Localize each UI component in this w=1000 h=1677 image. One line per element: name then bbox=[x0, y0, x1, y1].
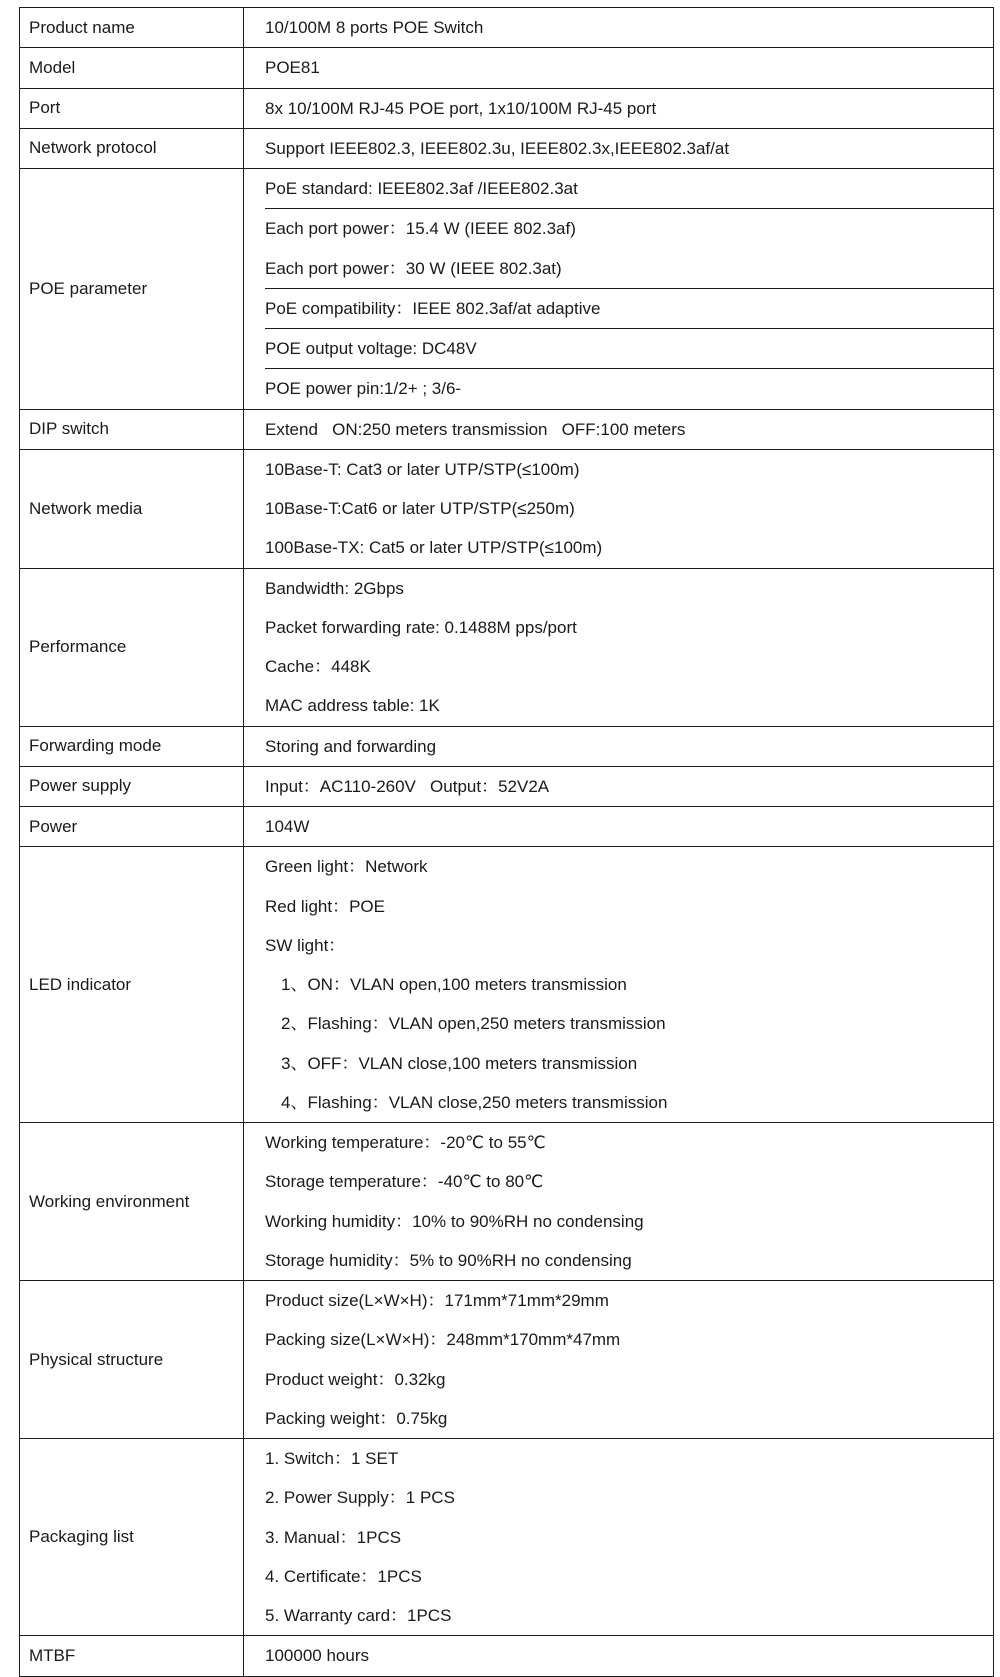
spec-row bbox=[20, 807, 994, 847]
spec-value bbox=[244, 169, 994, 410]
spec-value-line: 104W bbox=[265, 817, 310, 836]
spec-value-line: POE power pin:1/2+ ; 3/6- bbox=[265, 368, 993, 408]
spec-label: Performance bbox=[20, 568, 244, 726]
spec-value-line: Storage humidity：5% to 90%RH no condensing bbox=[265, 1250, 632, 1270]
spec-table-body bbox=[20, 8, 994, 1677]
spec-value bbox=[244, 48, 994, 88]
spec-value bbox=[244, 726, 994, 766]
spec-value-line: Packing size(L×W×H)：248mm*170mm*47mm bbox=[265, 1330, 621, 1350]
spec-value-line: Working temperature：-20℃ to 55℃ bbox=[265, 1133, 546, 1152]
spec-value-line: 5. Warranty card：1PCS bbox=[265, 1606, 452, 1625]
spec-row bbox=[20, 48, 994, 88]
spec-value bbox=[244, 1439, 994, 1636]
spec-table bbox=[19, 7, 994, 1677]
spec-label: Product name bbox=[20, 8, 244, 48]
spec-value bbox=[244, 1281, 994, 1439]
spec-row bbox=[20, 88, 994, 128]
spec-value bbox=[244, 1123, 994, 1281]
spec-label: LED indicator bbox=[20, 847, 244, 1123]
spec-label: Working environment bbox=[20, 1123, 244, 1281]
spec-value bbox=[244, 128, 994, 168]
spec-value-line: Extend ON:250 meters transmission OFF:100 meters bbox=[265, 419, 686, 439]
spec-label: Power bbox=[20, 807, 244, 847]
spec-value bbox=[244, 88, 994, 128]
spec-value bbox=[244, 449, 994, 568]
spec-value-line: Working humidity：10% to 90%RH no condensing bbox=[265, 1211, 644, 1231]
spec-value-line: Storage temperature：-40℃ to 80℃ bbox=[265, 1172, 544, 1192]
spec-value-line: Product size(L×W×H)：171mm*71mm*29mm bbox=[265, 1291, 609, 1310]
spec-value-line: 3. Manual：1PCS bbox=[265, 1527, 402, 1547]
spec-row bbox=[20, 1123, 994, 1281]
spec-value-line: PoE standard: IEEE802.3af /IEEE802.3at bbox=[265, 179, 578, 198]
spec-label: Physical structure bbox=[20, 1281, 244, 1439]
spec-row bbox=[20, 766, 994, 806]
spec-value-line: Red light：POE bbox=[265, 896, 385, 916]
spec-value-line: 3、OFF：VLAN close,100 meters transmission bbox=[281, 1053, 638, 1073]
spec-label: Network media bbox=[20, 449, 244, 568]
spec-label: DIP switch bbox=[20, 409, 244, 449]
spec-value-line: 100Base-TX: Cat5 or later UTP/STP(≤100m) bbox=[265, 538, 603, 558]
spec-value-line: 1、ON：VLAN open,100 meters transmission bbox=[281, 975, 627, 994]
spec-value-line: Storing and forwarding bbox=[265, 736, 437, 756]
spec-value bbox=[244, 1636, 994, 1676]
spec-value-line: Bandwidth: 2Gbps bbox=[265, 578, 404, 598]
spec-value-line: 2、Flashing：VLAN open,250 meters transmission bbox=[281, 1014, 666, 1034]
spec-row bbox=[20, 449, 994, 568]
spec-value-line: 2. Power Supply：1 PCS bbox=[265, 1488, 455, 1508]
spec-value-line: POE81 bbox=[265, 58, 320, 78]
spec-value-line: PoE compatibility：IEEE 802.3af/at adaptive bbox=[265, 288, 993, 328]
spec-value-line: 8x 10/100M RJ-45 POE port, 1x10/100M RJ-45 port bbox=[265, 98, 657, 118]
spec-value-line: Each port power：15.4 W (IEEE 802.3af) bbox=[265, 208, 993, 248]
spec-label: Network protocol bbox=[20, 128, 244, 168]
spec-value bbox=[244, 766, 994, 806]
spec-value-line: POE output voltage: DC48V bbox=[265, 328, 993, 368]
spec-row bbox=[20, 8, 994, 48]
spec-value-line: Cache：448K bbox=[265, 657, 371, 676]
spec-value-line: Packet forwarding rate: 0.1488M pps/port bbox=[265, 617, 577, 637]
spec-value-line: Support IEEE802.3, IEEE802.3u, IEEE802.3x,IEEE802.3af/at bbox=[265, 138, 730, 158]
spec-row bbox=[20, 1439, 994, 1636]
spec-label: Model bbox=[20, 48, 244, 88]
spec-label: MTBF bbox=[20, 1636, 244, 1676]
spec-row bbox=[20, 847, 994, 1123]
spec-value-line: 10/100M 8 ports POE Switch bbox=[265, 18, 484, 37]
spec-label: Power supply bbox=[20, 766, 244, 806]
spec-row bbox=[20, 568, 994, 726]
spec-value-line: Green light：Network bbox=[265, 857, 428, 877]
spec-value-line: SW light： bbox=[265, 935, 346, 955]
spec-value-line: MAC address table: 1K bbox=[265, 696, 440, 716]
spec-row bbox=[20, 169, 994, 410]
spec-row bbox=[20, 409, 994, 449]
spec-value-line: 10Base-T: Cat3 or later UTP/STP(≤100m) bbox=[265, 459, 580, 479]
spec-row bbox=[20, 1281, 994, 1439]
spec-value-line: 100000 hours bbox=[265, 1646, 369, 1666]
spec-value-line: 10Base-T:Cat6 or later UTP/STP(≤250m) bbox=[265, 499, 575, 518]
spec-label: Port bbox=[20, 88, 244, 128]
spec-value bbox=[244, 568, 994, 726]
spec-label: POE parameter bbox=[20, 169, 244, 410]
spec-label: Packaging list bbox=[20, 1439, 244, 1636]
spec-value-line: Input：AC110-260V Output：52V2A bbox=[265, 776, 550, 796]
spec-value bbox=[244, 847, 994, 1123]
spec-value-line: 4. Certificate：1PCS bbox=[265, 1566, 422, 1586]
spec-row bbox=[20, 726, 994, 766]
spec-value-line: Product weight：0.32kg bbox=[265, 1369, 446, 1389]
spec-value bbox=[244, 8, 994, 48]
spec-row bbox=[20, 1636, 994, 1676]
spec-value-line: 4、Flashing：VLAN close,250 meters transmission bbox=[281, 1092, 668, 1112]
spec-label: Forwarding mode bbox=[20, 726, 244, 766]
spec-value bbox=[244, 807, 994, 847]
spec-row bbox=[20, 128, 994, 168]
spec-value-line: 1. Switch：1 SET bbox=[265, 1449, 399, 1468]
spec-value-line: Each port power：30 W (IEEE 802.3at) bbox=[265, 258, 562, 278]
spec-value-line: Packing weight：0.75kg bbox=[265, 1408, 448, 1428]
spec-value bbox=[244, 409, 994, 449]
